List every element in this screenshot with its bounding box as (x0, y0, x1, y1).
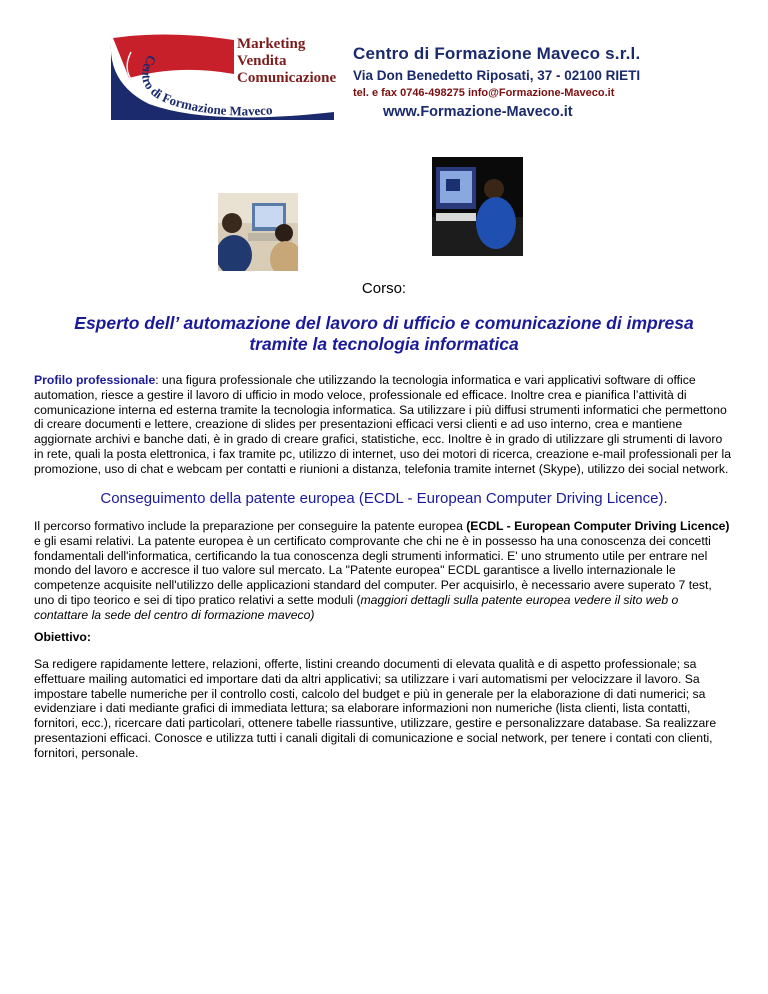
company-contact: tel. e fax 0746-498275 info@Formazione-Maveco.it (353, 87, 615, 99)
course-title (40, 313, 728, 355)
company-name: Centro di Formazione Maveco s.r.l. (353, 44, 641, 63)
course-title-line-1: Esperto dell’ automazione del lavoro di ufficio e comunicazione di impresa (74, 313, 694, 333)
ecdl-paragraph (34, 519, 734, 623)
ecdl-heading: Conseguimento della patente europea (ECDL - European Computer Driving Licence). (100, 490, 668, 507)
company-website-link[interactable]: www.Formazione-Maveco.it (383, 104, 573, 120)
tagline-comunicazione: Comunicazione (237, 70, 337, 86)
ecdl-italic-note: maggiori dettagli sulla patente europea vedere il sito web o contattare la sede del centro di formazione maveco) (34, 592, 679, 622)
company-address: Via Don Benedetto Riposati, 37 - 02100 RIETI (353, 68, 641, 83)
course-label: Corso: (361, 280, 407, 297)
objective-label: Obiettivo: (34, 630, 91, 644)
profile-text: : una figura professionale che utilizzando la tecnologia informatica e vari applicativi software di office automation, riesce a gestire il lavoro di ufficio in modo veloce, professionale ed efficace. Inoltre crea e pianifica l’attività di comunicazione interna ed esterna tramite la tecnologia informatica. Sa utilizzare i più diffusi strumenti informatici che permettono di creare documenti e lettere, creazione di slides per presentazioni efficaci versi clienti e ad uso interno, crea e mantiene aggiornate archivi e banche dati, è in grado di creare grafici, statistiche, ecc. Inoltre è in grado di utilizzare gli strumenti di lavoro in rete, quali la posta elettronica, i fax tramite pc, utilizzo di internet, uso dei motori di ricerca, creazione e-mail professionali per la promozione, uso di chat e webcam per contatti e riunioni a distanza, telefonia tramite internet (Skype), utilizzo dei social network. (34, 373, 732, 476)
woman-with-headset-at-computer-photo (432, 157, 523, 256)
ecdl-body: e gli esami relativi. La patente europea è un certificato comprovante che chi ne è in possesso ha una conoscenza dei concetti fondamentali dell'informatica, certificando la tua conoscenza degli strumenti informatici. E' uno strumento utile per entrare nel mondo del lavoro e accresce il tuo valore sul mercato. La "Patente europea" ECDL garantisce a livello internazionale le competenze acquisite nell'utilizzo delle applicazioni standard del computer. Per acquisirlo, è necessario avere superato 7 test, uno di tipo teorico e sei di tipo pratico relativi a sette moduli ( (34, 533, 712, 607)
objective-paragraph: Sa redigere rapidamente lettere, relazioni, offerte, listini creando documenti di elevata qualità e di aspetto professionale; sa effettuare mailing automatici ed importare dati da altri applicativi; sa utilizzare i vari automatismi per velocizzare il lavoro. Sa impostare tabelle numeriche per il controllo costi, calcolo del budget e più in generale per la elaborazione di dati numerici; sa evidenziare i dati mediante grafici di immediata lettura; sa elaborare informazioni non numeriche (lista clienti, lista contatti, fornitori, ecc.), ricercare dati particolari, ottenere tabelle riassuntive, utilizzare, gestire e personalizzare database. Sa realizzare presentazioni efficaci. Conosce e utilizza tutti i canali digitali di comunicazione e social network, per tenere i contati con clienti, fornitori, personale. (34, 657, 717, 760)
profile-label: Profilo professionale (34, 373, 156, 387)
course-title-line-2: tramite la tecnologia informatica (249, 334, 519, 354)
ecdl-intro: Il percorso formativo include la preparazione per conseguire la patente europea (34, 519, 467, 533)
profile-paragraph (34, 373, 734, 477)
tagline-marketing: Marketing (237, 36, 306, 52)
logo-tagline (237, 36, 336, 87)
tagline-vendita: Vendita (237, 53, 287, 69)
students-at-computer-photo (218, 193, 298, 271)
logo-ring-text: Centro di Formazione Maveco (139, 52, 273, 119)
ecdl-bold: (ECDL - European Computer Driving Licence) (466, 519, 730, 533)
